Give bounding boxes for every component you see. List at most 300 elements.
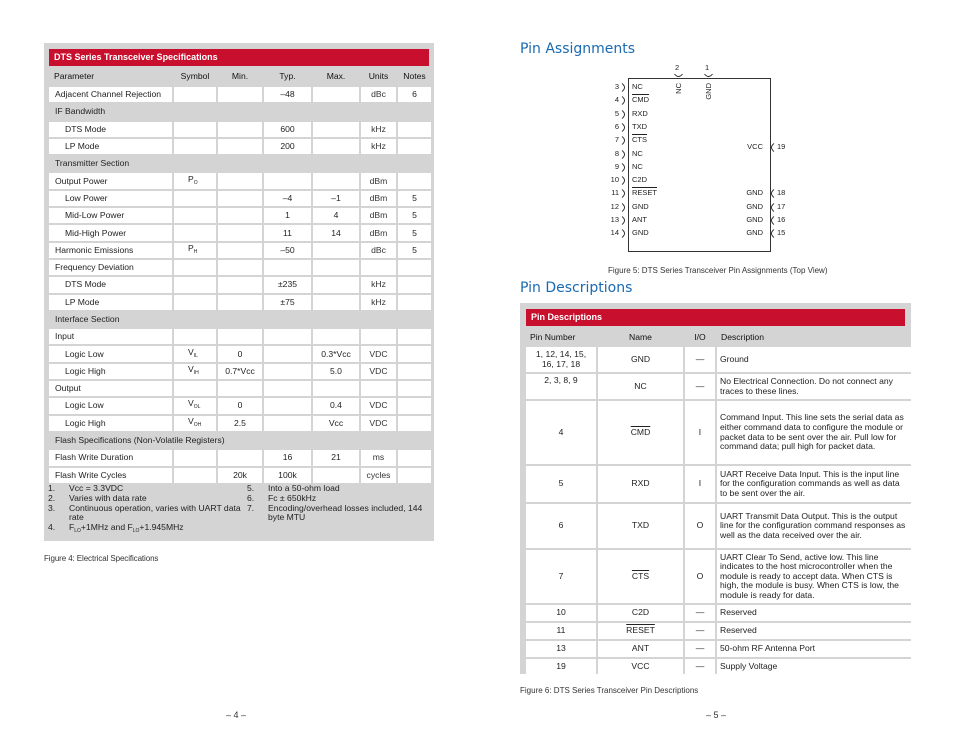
spec-u: VDC xyxy=(361,346,396,361)
pin-number-left: 10 xyxy=(610,175,619,185)
pin-label-left: RESET xyxy=(632,188,658,198)
pin-desc-row xyxy=(526,347,911,372)
pin-descriptions-panel xyxy=(520,303,911,674)
spec-u: kHz xyxy=(361,277,396,292)
spec-note xyxy=(48,523,243,537)
pin-label-left: NC xyxy=(632,161,643,171)
spec-row xyxy=(49,277,431,292)
spec-empty-cell xyxy=(361,329,396,344)
spec-header-cell: Notes xyxy=(403,71,426,81)
spec-min xyxy=(218,243,262,258)
spec-row xyxy=(49,398,431,413)
spec-symbol xyxy=(174,191,216,206)
pin-io-cell: O xyxy=(685,550,715,603)
spec-row xyxy=(49,122,431,137)
spec-parameter: Mid-Low Power xyxy=(49,208,172,223)
spec-row xyxy=(49,260,431,275)
spec-u: dBm xyxy=(361,208,396,223)
pin-label-left: ANT xyxy=(632,215,647,224)
spec-symbol xyxy=(174,450,216,465)
spec-parameter: Logic High xyxy=(49,416,172,431)
pin-label-left: $\overline{CTS}$ xyxy=(632,135,647,145)
spec-u: dBc xyxy=(361,243,396,258)
pin-name-cell xyxy=(598,401,683,464)
spec-empty-cell xyxy=(313,381,359,396)
spec-n xyxy=(398,173,431,188)
spec-section-label: Interface Section xyxy=(55,314,120,324)
spec-n xyxy=(398,398,431,413)
pin-name-cell xyxy=(598,623,683,639)
spec-row xyxy=(49,329,431,344)
symbol-letter: V xyxy=(188,415,194,426)
pin-label-left: GND xyxy=(632,201,649,211)
symbol-letter: P xyxy=(188,242,194,253)
symbol-subscript: IL xyxy=(193,352,198,359)
spec-min xyxy=(218,173,262,188)
note-number: 3. xyxy=(48,502,56,513)
pin-name: NC xyxy=(634,380,647,391)
spec-n xyxy=(398,364,431,379)
pin-label-left: TXD xyxy=(632,121,647,131)
spec-group-label: Input xyxy=(49,329,172,344)
spec-u: cycles xyxy=(361,468,396,483)
pin-number-left: 13 xyxy=(610,215,619,224)
pin-description-cell: No Electrical Connection. Do not connect any traces to these lines. xyxy=(717,374,911,399)
spec-table xyxy=(47,66,433,485)
pin-number-cell: 6 xyxy=(526,504,596,548)
spec-parameter: Logic High xyxy=(49,364,172,379)
pin-io-cell: — xyxy=(685,347,715,372)
spec-row xyxy=(49,104,431,119)
spec-empty-cell xyxy=(264,329,311,344)
spec-max xyxy=(313,87,359,102)
spec-parameter: Mid-High Power xyxy=(49,225,172,240)
spec-typ xyxy=(264,173,311,188)
spec-max xyxy=(313,277,359,292)
spec-max xyxy=(313,173,359,188)
pin-number-top: 2 xyxy=(675,63,680,72)
spec-parameter: DTS Mode xyxy=(49,277,172,292)
spec-symbol xyxy=(174,364,216,379)
spec-row xyxy=(49,433,431,448)
pin-pad-icon xyxy=(621,176,629,185)
spec-max xyxy=(313,468,359,483)
spec-typ xyxy=(264,346,311,361)
spec-group-label: Frequency Deviation xyxy=(49,260,172,275)
pin-desc-table-title: Pin Descriptions xyxy=(526,309,905,326)
spec-empty-cell xyxy=(398,381,431,396)
pin-io-cell: — xyxy=(685,659,715,675)
spec-symbol xyxy=(174,139,216,154)
spec-typ: –4 xyxy=(264,191,311,206)
spec-section-label: Flash Specifications (Non-Volatile Registers) xyxy=(55,435,225,446)
spec-u: kHz xyxy=(361,295,396,310)
spec-u: kHz xyxy=(361,139,396,154)
spec-min xyxy=(218,225,262,240)
spec-typ: 600 xyxy=(264,122,311,137)
pin-number-left: 7 xyxy=(614,135,619,145)
spec-row xyxy=(49,87,431,102)
pin-number-cell: 5 xyxy=(526,466,596,502)
pin-label-right: GND xyxy=(746,215,763,224)
spec-max: 0.3*Vcc xyxy=(313,346,359,361)
symbol-subscript: OL xyxy=(193,404,201,411)
pin-pad-icon xyxy=(621,189,629,198)
symbol-subscript: H xyxy=(193,248,198,255)
spec-row xyxy=(49,450,431,465)
pin-name: RESET xyxy=(626,625,655,636)
pin-number-left: 6 xyxy=(614,121,619,131)
spec-n xyxy=(398,139,431,154)
spec-typ: 16 xyxy=(264,450,311,465)
spec-max xyxy=(313,122,359,137)
pin-pad-icon xyxy=(621,216,629,225)
pin-description-cell: Ground xyxy=(717,347,911,372)
spec-typ xyxy=(264,416,311,431)
pin-assignments-title: Pin Assignments xyxy=(520,41,636,57)
note-number: 5. xyxy=(247,483,255,493)
pin-io-cell: I xyxy=(685,401,715,464)
pin-number-cell: 1, 12, 14, 15, 16, 17, 18 xyxy=(526,347,596,372)
pin-desc-header-cell: Description xyxy=(721,331,764,342)
symbol-letter: P xyxy=(188,173,194,184)
page-number-right: – 5 – xyxy=(706,710,727,720)
spec-empty-cell xyxy=(398,260,431,275)
spec-row xyxy=(49,416,431,431)
pin-io-cell: O xyxy=(685,504,715,548)
spec-empty-cell xyxy=(313,260,359,275)
pin-description-cell: Supply Voltage xyxy=(717,659,911,675)
pin-number-left: 3 xyxy=(614,82,619,91)
pin-desc-row xyxy=(526,641,911,657)
pin-name-cell xyxy=(598,605,683,621)
spec-typ: 100k xyxy=(264,468,311,483)
pin-number-cell: 2, 3, 8, 9 xyxy=(526,374,596,399)
spec-n: 5 xyxy=(398,243,431,258)
spec-row xyxy=(49,156,431,171)
spec-n xyxy=(398,277,431,292)
spec-min: 0 xyxy=(218,398,262,413)
spec-empty-cell xyxy=(218,381,262,396)
pin-io-cell: I xyxy=(685,466,715,502)
spec-empty-cell xyxy=(361,381,396,396)
pin-name: C2D xyxy=(631,607,650,618)
spec-max: 0.4 xyxy=(313,398,359,413)
spec-symbol xyxy=(174,225,216,240)
pin-desc-header-row xyxy=(526,328,911,345)
spec-n: 6 xyxy=(398,87,431,102)
pin-label-left: NC xyxy=(632,148,643,158)
spec-header-cell: Max. xyxy=(326,71,346,81)
spec-min xyxy=(218,191,262,206)
spec-u: dBm xyxy=(361,225,396,240)
spec-min: 0.7*Vcc xyxy=(218,364,262,379)
spec-max: –1 xyxy=(313,191,359,206)
pin-desc-header-cell: Pin Number xyxy=(530,331,576,342)
spec-min xyxy=(218,208,262,223)
spec-min: 20k xyxy=(218,468,262,483)
pin-pad-icon xyxy=(767,143,775,152)
pin-label-top: NC xyxy=(674,83,683,94)
pin-pad-icon xyxy=(767,216,775,225)
module-outline xyxy=(628,78,771,252)
spec-parameter: Harmonic Emissions xyxy=(49,243,172,258)
spec-symbol xyxy=(174,173,216,188)
spec-parameter: Flash Write Duration xyxy=(49,450,172,465)
spec-n xyxy=(398,122,431,137)
pin-number-right: 18 xyxy=(777,188,786,197)
spec-max: 14 xyxy=(313,225,359,240)
pin-number-cell: 11 xyxy=(526,623,596,639)
pin-number-left: 11 xyxy=(611,188,619,198)
spec-parameter: Logic Low xyxy=(49,346,172,361)
pin-number-cell: 4 xyxy=(526,401,596,464)
spec-empty-cell xyxy=(313,329,359,344)
spec-symbol xyxy=(174,208,216,223)
spec-empty-cell xyxy=(264,381,311,396)
spec-u: VDC xyxy=(361,398,396,413)
pin-name: ANT xyxy=(631,643,650,654)
pin-description-cell: UART Clear To Send, active low. This line indicates to the host microcontroller when the module is ready to accept data. When CTS is high, the module is busy. When CTS is low, the module is ready for data. xyxy=(717,550,911,603)
spec-min xyxy=(218,450,262,465)
pin-number-left: 9 xyxy=(614,161,619,171)
spec-parameter: LP Mode xyxy=(49,295,172,310)
spec-n xyxy=(398,450,431,465)
spec-max xyxy=(313,139,359,154)
spec-empty-cell xyxy=(264,260,311,275)
pin-description-cell: UART Receive Data Input. This is the input line for the configuration commands as well as data to be sent over the air. xyxy=(717,466,911,502)
pin-number-cell: 19 xyxy=(526,659,596,675)
pin-name: GND xyxy=(630,353,651,364)
pin-name-cell xyxy=(598,374,683,399)
spec-row xyxy=(49,173,431,188)
spec-max: Vcc xyxy=(313,416,359,431)
spec-max xyxy=(313,243,359,258)
spec-max xyxy=(313,295,359,310)
note-text: Continuous operation, varies with UART data rate xyxy=(69,502,241,523)
spec-parameter: Flash Write Cycles xyxy=(49,468,172,483)
spec-row xyxy=(49,346,431,361)
pin-desc-row xyxy=(526,623,911,639)
spec-min: 2.5 xyxy=(218,416,262,431)
figure-5-caption: Figure 5: DTS Series Transceiver Pin Assignments (Top View) xyxy=(608,266,828,275)
pin-description-cell: Command Input. This line sets the serial data as either command data to configure the module or packet data to be sent over the air. Pull low for command data; pull high for packet data. xyxy=(717,401,911,464)
spec-note xyxy=(247,504,432,524)
pin-pad-icon xyxy=(674,73,683,81)
spec-u: dBc xyxy=(361,87,396,102)
spec-note xyxy=(48,504,243,524)
spec-typ: 1 xyxy=(264,208,311,223)
pin-name: $\overline{CTS}$ xyxy=(631,570,650,581)
symbol-subscript: O xyxy=(193,179,198,186)
figure-6-caption: Figure 6: DTS Series Transceiver Pin Descriptions xyxy=(520,686,699,695)
pin-desc-row xyxy=(526,504,911,548)
note-number: 1. xyxy=(48,483,56,493)
electrical-spec-panel xyxy=(44,43,434,541)
note-number: 7. xyxy=(247,502,255,513)
spec-header-row xyxy=(49,68,431,85)
pin-name: TXD xyxy=(631,520,650,531)
spec-parameter: DTS Mode xyxy=(49,122,172,137)
pin-pad-icon xyxy=(767,229,775,238)
pin-name-cell xyxy=(598,466,683,502)
pin-label-right: GND xyxy=(746,188,763,197)
pin-pad-icon xyxy=(621,136,629,145)
spec-typ: 11 xyxy=(264,225,311,240)
pin-name-cell xyxy=(598,347,683,372)
pin-label-left: RXD xyxy=(632,108,648,118)
spec-parameter: Low Power xyxy=(49,191,172,206)
spec-u: dBm xyxy=(361,191,396,206)
spec-header-cell: Units xyxy=(368,71,389,81)
pin-number-left: 14 xyxy=(610,228,619,238)
pin-desc-header-cell: Name xyxy=(629,331,652,342)
spec-header-cell: Min. xyxy=(231,71,249,81)
spec-typ: ±75 xyxy=(264,295,311,310)
pin-number-left: 4 xyxy=(614,95,619,105)
pin-label-right: GND xyxy=(746,228,763,237)
pin-number-cell: 7 xyxy=(526,550,596,603)
pin-number-right: 16 xyxy=(777,215,786,224)
spec-row xyxy=(49,139,431,154)
pin-label-left: GND xyxy=(632,228,649,238)
pin-desc-row xyxy=(526,374,911,399)
spec-max: 4 xyxy=(313,208,359,223)
symbol-letter: V xyxy=(188,398,194,409)
spec-symbol xyxy=(174,468,216,483)
spec-symbol xyxy=(174,295,216,310)
spec-typ xyxy=(264,364,311,379)
pin-name: RXD xyxy=(631,478,650,489)
pin-label-left: $\overline{CMD}$ xyxy=(632,95,650,105)
spec-row xyxy=(49,208,431,223)
spec-u: dBm xyxy=(361,173,396,188)
pin-pad-icon xyxy=(621,83,629,92)
spec-symbol xyxy=(174,87,216,102)
pin-number-right: 17 xyxy=(777,202,786,211)
pin-number-left: 5 xyxy=(614,108,619,118)
spec-header-cell: Symbol xyxy=(180,71,210,81)
spec-symbol xyxy=(174,416,216,431)
spec-empty-cell xyxy=(361,260,396,275)
pin-number-top: 1 xyxy=(705,63,710,72)
pin-desc-row xyxy=(526,401,911,464)
spec-empty-cell xyxy=(174,381,216,396)
note-number: 4. xyxy=(48,522,56,533)
spec-empty-cell xyxy=(174,260,216,275)
pin-name: VCC xyxy=(631,661,650,672)
page-number-left: – 4 – xyxy=(226,710,247,720)
spec-parameter: Logic Low xyxy=(49,398,172,413)
pin-description-cell: Reserved xyxy=(717,623,911,639)
spec-u: VDC xyxy=(361,364,396,379)
pin-io-cell: — xyxy=(685,623,715,639)
spec-n: 5 xyxy=(398,225,431,240)
spec-symbol xyxy=(174,243,216,258)
pin-label-left: NC xyxy=(632,82,643,91)
pin-name: $\overline{CMD}$ xyxy=(630,426,651,437)
note-text: Into a 50-ohm load xyxy=(268,483,340,493)
pin-description-cell: 50-ohm RF Antenna Port xyxy=(717,641,911,657)
pin-name-cell xyxy=(598,659,683,675)
pin-label-right: VCC xyxy=(747,142,763,151)
pin-pad-icon xyxy=(767,203,775,212)
spec-header-cell: Typ. xyxy=(279,71,296,81)
spec-min xyxy=(218,122,262,137)
notes-column-2 xyxy=(247,484,432,523)
symbol-letter: V xyxy=(188,363,194,374)
pin-name-cell xyxy=(598,504,683,548)
spec-max: 5.0 xyxy=(313,364,359,379)
pin-descriptions-title: Pin Descriptions xyxy=(520,280,633,296)
pin-desc-header-cell: I/O xyxy=(694,331,706,342)
spec-empty-cell xyxy=(218,329,262,344)
spec-n xyxy=(398,416,431,431)
spec-u: VDC xyxy=(361,416,396,431)
spec-symbol xyxy=(174,122,216,137)
pin-number-cell: 13 xyxy=(526,641,596,657)
spec-typ: –48 xyxy=(264,87,311,102)
spec-empty-cell xyxy=(218,260,262,275)
pin-number-left: 8 xyxy=(614,148,619,158)
spec-group-label: Output xyxy=(49,381,172,396)
pin-desc-table xyxy=(524,326,913,677)
spec-table-title: DTS Series Transceiver Specifications xyxy=(49,49,429,66)
pin-desc-row xyxy=(526,605,911,621)
spec-min xyxy=(218,87,262,102)
spec-typ xyxy=(264,398,311,413)
spec-typ: ±235 xyxy=(264,277,311,292)
spec-row xyxy=(49,243,431,258)
pin-number-left: 12 xyxy=(610,201,619,211)
spec-n xyxy=(398,468,431,483)
pin-label-right: GND xyxy=(746,202,763,211)
spec-empty-cell xyxy=(174,329,216,344)
pin-io-cell: — xyxy=(685,605,715,621)
spec-row xyxy=(49,381,431,396)
pin-io-cell: — xyxy=(685,641,715,657)
spec-symbol xyxy=(174,398,216,413)
pin-pad-icon xyxy=(621,203,629,212)
spec-n xyxy=(398,295,431,310)
spec-section-label: IF Bandwidth xyxy=(55,106,106,117)
note-text: $F_{LO}+1MHz$ and $F_{LO}+1.945MHz$ xyxy=(69,522,184,535)
spec-parameter: Adjacent Channel Rejection xyxy=(49,87,172,102)
pin-number-right: 15 xyxy=(777,228,786,237)
spec-symbol xyxy=(174,277,216,292)
note-text: Encoding/overhead losses included, 144 byte MTU xyxy=(268,502,423,523)
spec-min xyxy=(218,139,262,154)
pin-number-right: 19 xyxy=(777,142,786,151)
spec-u: ms xyxy=(361,450,396,465)
symbol-subscript: OH xyxy=(193,421,202,428)
pin-name-cell xyxy=(598,550,683,603)
pin-desc-row xyxy=(526,466,911,502)
spec-u: kHz xyxy=(361,122,396,137)
pin-assignment-diagram xyxy=(607,63,817,253)
symbol-subscript: IH xyxy=(193,369,199,376)
note-text: Fc ± 650kHz xyxy=(268,492,317,503)
spec-row xyxy=(49,364,431,379)
pin-label-top: GND xyxy=(704,83,713,100)
pin-pad-icon xyxy=(767,189,775,198)
spec-row xyxy=(49,225,431,240)
spec-n: 5 xyxy=(398,208,431,223)
spec-min xyxy=(218,295,262,310)
spec-typ: 200 xyxy=(264,139,311,154)
pin-description-cell: UART Transmit Data Output. This is the output line for the configuration command responses as well as the data received over the air. xyxy=(717,504,911,548)
spec-n xyxy=(398,346,431,361)
